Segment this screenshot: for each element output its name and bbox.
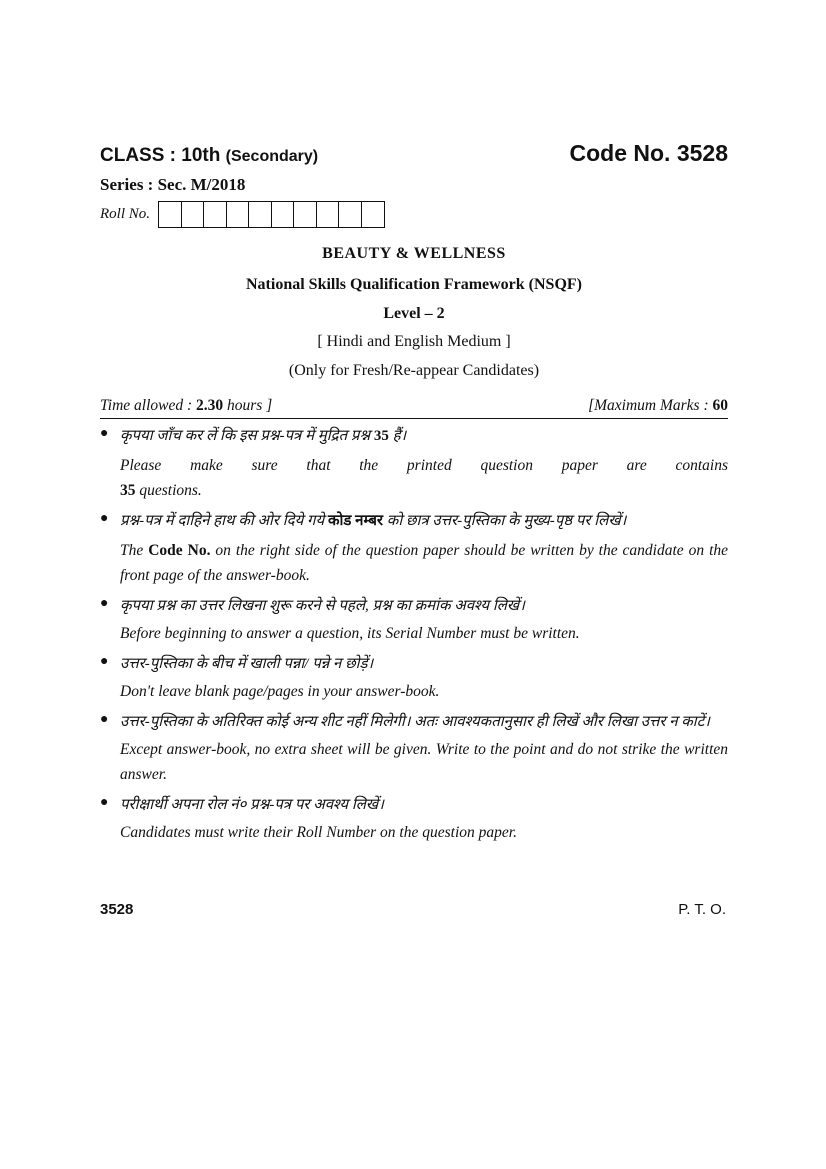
candidates-note: (Only for Fresh/Re-appear Candidates) bbox=[288, 362, 540, 379]
subject-title: BEAUTY & WELLNESS bbox=[322, 245, 506, 262]
bullet-icon: ● bbox=[100, 654, 109, 669]
instruction-english: The Code No. on the right side of the question paper should be written by the candidate on the front page of the answer-book. bbox=[120, 542, 729, 584]
instruction-item bbox=[100, 595, 728, 646]
instruction-item bbox=[100, 794, 728, 845]
instruction-hindi: उत्तर-पुस्तिका के अतिरिक्त कोई अन्य शीट नहीं मिलेगी। अतः आवश्यकतानुसार ही लिखें और लिखा उत्तर न काटें। bbox=[120, 714, 710, 730]
roll-digit-box[interactable] bbox=[294, 202, 317, 227]
roll-number-boxes[interactable] bbox=[158, 201, 385, 228]
roll-number-label: Roll No. bbox=[100, 206, 151, 222]
roll-digit-box[interactable] bbox=[227, 202, 250, 227]
roll-digit-box[interactable] bbox=[249, 202, 272, 227]
medium-note: [ Hindi and English Medium ] bbox=[317, 333, 511, 350]
code-number: Code No. 3528 bbox=[569, 140, 728, 166]
series-label: Series : Sec. M/2018 bbox=[100, 175, 246, 194]
bullet-icon: ● bbox=[100, 511, 109, 526]
class-label: CLASS : 10th (Secondary) bbox=[100, 145, 319, 166]
roll-digit-box[interactable] bbox=[362, 202, 385, 227]
instruction-hindi: कृपया प्रश्न का उत्तर लिखना शुरू करने से पहले, प्रश्न का क्रमांक अवश्य लिखें। bbox=[120, 598, 525, 614]
instruction-english: Candidates must write their Roll Number on the question paper. bbox=[120, 824, 517, 841]
instruction-english: Don't leave blank page/pages in your answer-book. bbox=[120, 683, 440, 700]
instructions-list bbox=[100, 425, 728, 852]
time-marks-row bbox=[100, 397, 728, 419]
level-title: Level – 2 bbox=[383, 305, 445, 322]
bullet-icon: ● bbox=[100, 712, 109, 727]
framework-title: National Skills Qualification Framework (NSQF) bbox=[246, 276, 582, 293]
bullet-icon: ● bbox=[100, 426, 109, 441]
roll-digit-box[interactable] bbox=[204, 202, 227, 227]
pto-label: P. T. O. bbox=[678, 901, 726, 918]
bullet-icon: ● bbox=[100, 795, 109, 810]
instruction-hindi: प्रश्न-पत्र में दाहिने हाथ की ओर दिये गये कोड नम्बर को छात्र उत्तर-पुस्तिका के मुख्य-पृष्ठ पर लिखें। bbox=[120, 513, 627, 529]
instruction-hindi: उत्तर-पुस्तिका के बीच में खाली पन्ना/ पन्ने न छोड़ें। bbox=[120, 656, 374, 672]
roll-digit-box[interactable] bbox=[182, 202, 205, 227]
roll-digit-box[interactable] bbox=[339, 202, 362, 227]
instruction-hindi: कृपया जाँच कर लें कि इस प्रश्न-पत्र में मुद्रित प्रश्न 35 हैं। bbox=[120, 428, 407, 444]
roll-digit-box[interactable] bbox=[159, 202, 182, 227]
instruction-english: Please make sure that the printed question paper are contains 35 questions. bbox=[120, 457, 728, 499]
instruction-item bbox=[100, 711, 728, 787]
bullet-icon: ● bbox=[100, 596, 109, 611]
instruction-english: Before beginning to answer a question, its Serial Number must be written. bbox=[120, 625, 580, 642]
instruction-item bbox=[100, 425, 728, 503]
instruction-english: Except answer-book, no extra sheet will be given. Write to the point and do not strike the written answer. bbox=[120, 741, 728, 783]
header-row bbox=[100, 140, 728, 167]
page-footer bbox=[100, 901, 726, 918]
time-allowed: Time allowed : 2.30 hours ] bbox=[100, 397, 273, 414]
roll-digit-box[interactable] bbox=[272, 202, 295, 227]
maximum-marks: [Maximum Marks : 60 bbox=[588, 397, 728, 414]
instruction-hindi: परीक्षार्थी अपना रोल नं० प्रश्न-पत्र पर अवश्य लिखें। bbox=[120, 797, 384, 813]
footer-code: 3528 bbox=[100, 901, 134, 918]
instruction-item bbox=[100, 653, 728, 704]
roll-number-field bbox=[100, 201, 385, 228]
roll-digit-box[interactable] bbox=[317, 202, 340, 227]
instruction-item bbox=[100, 510, 728, 588]
